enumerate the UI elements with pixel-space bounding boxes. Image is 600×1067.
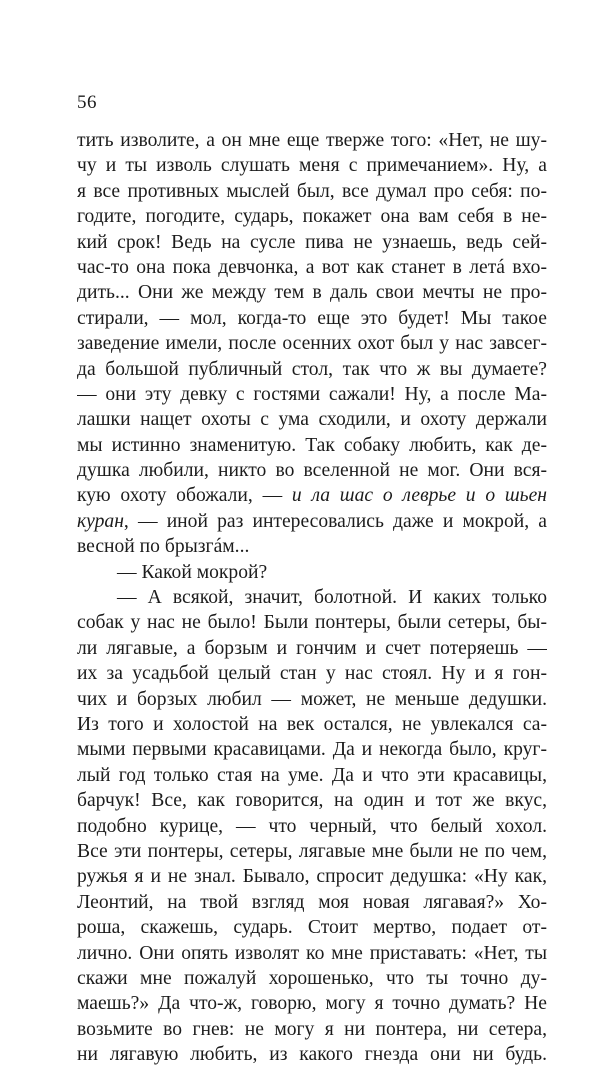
text-line: лично. Они опять изволят ко мне приставать: «Нет, ты — [77, 942, 547, 964]
text-line: душка любили, никто во вселенной не мог. Они вся- — [77, 460, 547, 482]
text-line: Из того и холостой на век остался, не увлекался са- — [77, 713, 547, 735]
text-line: их за усадьбой целый стан у нас стоял. Ну и я гон- — [77, 663, 547, 685]
text-line: подобно курице, — что черный, что белый хохол. — [77, 815, 547, 837]
text-line: мы истинно знаменитую. Так собаку любить, как де- — [77, 434, 547, 456]
text-line: куран, — иной раз интересовались даже и мокрой, а — [77, 510, 547, 532]
text-line: чу и ты изволь слушать меня с примечанием». Ну, а — [77, 155, 547, 177]
text-line: весной по брызгáм... — [77, 536, 250, 558]
text-line: да большой публичный стол, так что ж вы думаете? — [77, 358, 547, 380]
text-line: роша, скажешь, сударь. Стоит мертво, подает от- — [77, 917, 547, 939]
text-line: годите, погодите, сударь, покажет она вам себя в не- — [77, 206, 547, 228]
text-line: возьмите во гнев: не могу я ни понтера, ни сетера, — [77, 1018, 547, 1040]
text-line: лашки нащет охоты с ума сходили, и охоту держали — [77, 409, 547, 431]
text-line: скажи мне пожалуй хорошенько, что ты точно ду- — [77, 967, 547, 989]
text-line: дить... Они же между тем в даль свои мечты не про- — [77, 282, 547, 304]
text-line: маешь?» Да что-ж, говорю, могу я точно думать? Не — [77, 993, 547, 1015]
french-phrase: куран — [77, 510, 124, 532]
text-line: мыми первыми красавицами. Да и некогда было, круг- — [77, 739, 547, 761]
text-line: кую охоту обожали, — и ла шас о леврье и о шьен — [77, 485, 547, 507]
text-line: барчук! Все, как говорится, на один и тот же вкус, — [77, 790, 547, 812]
french-phrase: и ла шас о леврье и о шьен — [291, 485, 547, 507]
text-line: Все эти понтеры, сетеры, лягавые мне были не по чем, — [77, 840, 547, 862]
body-text — [77, 128, 547, 1067]
text-line: — Какой мокрой? — [117, 561, 268, 583]
text-line: заведение имели, после осенних охот был у нас завсег- — [77, 333, 547, 355]
text-line: я все противных мыслей был, все думал про себя: по- — [77, 180, 547, 202]
text-line: — они эту девку с гостями сажали! Ну, а после Ма- — [77, 383, 547, 405]
text-line: Леонтий, на твой взгляд моя новая лягавая?» Хо- — [77, 891, 547, 913]
text-line: ружья я и не знал. Бывало, спросит дедушка: «Ну как, — [77, 866, 547, 888]
text-line: кий срок! Ведь на сусле пива не узнаешь, ведь сей- — [77, 231, 547, 253]
text-line: лый год только стая на уме. Да и что эти красавицы, — [77, 764, 547, 786]
text-line: стирали, — мол, когда-то еще это будет! Мы такое — [77, 307, 547, 329]
text-line: чих и борзых любил — может, не меньше дедушки. — [77, 688, 547, 710]
text-line: час-то она пока девчонка, а вот как станет в летá вхо- — [77, 256, 547, 278]
text-line: ли лягавые, а борзым и гончим и счет потеряешь — — [77, 637, 547, 659]
text-line: тить изволите, а он мне еще тверже того: «Нет, не шу- — [77, 130, 547, 151]
text-line: собак у нас не было! Были понтеры, были сетеры, бы- — [77, 612, 547, 634]
text-line: — А всякой, значит, болотной. И каких только — [117, 587, 547, 609]
text-line: ни лягавую любить, из какого гнезда они ни будь. — [77, 1044, 547, 1066]
page-number: 56 — [77, 92, 97, 113]
